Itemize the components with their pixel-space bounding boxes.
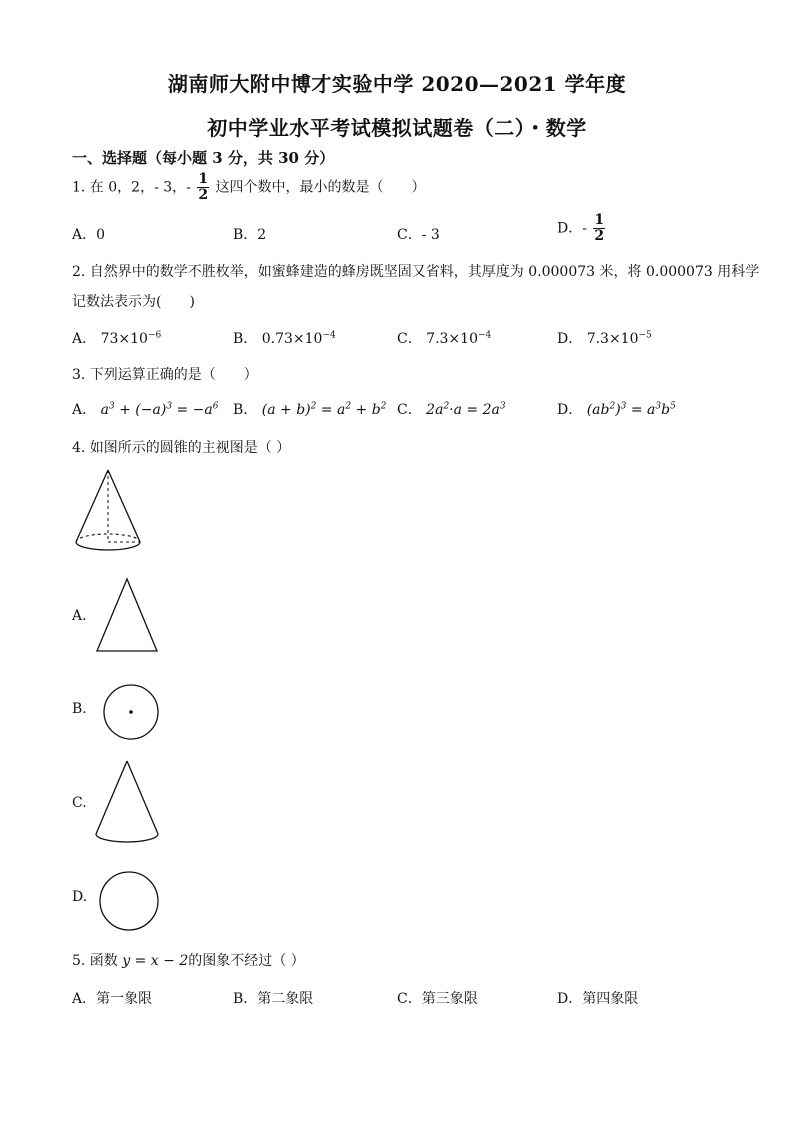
- q1-option-b: B．2: [233, 227, 267, 243]
- q2-option-c: [397, 328, 491, 348]
- q2-a-exp: −6: [147, 330, 162, 341]
- q4-cone-figure: [72, 466, 144, 554]
- exam-title-line1: 湖南师大附中博才实验中学 2020—2021 学年度: [167, 72, 627, 96]
- q1-option-c: C．- 3: [397, 227, 440, 243]
- q2-c-base: 7.3×10: [426, 331, 478, 347]
- section-heading: 一、选择题（每小题 3 分，共 30 分）: [72, 149, 335, 167]
- question-2-line2: 记数法表示为( ): [72, 294, 195, 310]
- q5-stem-pre: 5. 函数: [72, 953, 118, 969]
- q1-fraction: [197, 172, 209, 203]
- question-2-line1: 2. 自然界中的数学不胜枚举，如蜜蜂建造的蜂房既坚固又省料，其厚度为 0.000073 米，将 0.000073 用科学: [72, 264, 760, 280]
- q1-option-a: A．0: [72, 227, 106, 243]
- q1-option-d-sign: D．-: [557, 220, 587, 237]
- q4-option-a-triangle: [94, 576, 160, 654]
- q1-frac-den: 2: [198, 187, 209, 203]
- q3-c-formula: $2a^2\cdot a = 2a^3$: [426, 401, 506, 418]
- q2-option-b: [233, 328, 336, 348]
- q1-d-den: 2: [594, 228, 605, 244]
- q3-option-c: [397, 399, 506, 419]
- q3-option-a: [72, 399, 219, 419]
- q2-b-base: 0.73×10: [261, 331, 323, 347]
- q3-c-label: C．: [397, 402, 422, 418]
- question-1-stem: [72, 172, 426, 203]
- q2-option-d: [557, 328, 652, 348]
- q3-b-label: B．: [233, 402, 258, 418]
- q3-a-label: A．: [72, 402, 97, 418]
- q2-c-exp: −4: [477, 330, 492, 341]
- q3-option-b: [233, 399, 386, 419]
- question-4-stem: 4. 如图所示的圆锥的主视图是（ ）: [72, 440, 291, 456]
- q5-option-b: B．第二象限: [233, 991, 314, 1007]
- q4-option-c-label: C.: [72, 795, 87, 811]
- q4-option-c-cone: [92, 758, 162, 848]
- q4-option-b-circle-with-dot: [100, 681, 162, 743]
- q1-stem-pre: 1. 在 0，2，- 3，-: [72, 179, 191, 196]
- q2-a-base: 73×10: [100, 331, 148, 347]
- q5-function: y = x − 2: [122, 953, 189, 969]
- q2-d-base: 7.3×10: [586, 331, 639, 347]
- q4-option-d-label: D.: [72, 889, 88, 905]
- q2-c-label: C．: [397, 331, 422, 347]
- q2-b-exp: −4: [322, 330, 336, 341]
- q3-a-formula: $a^3 + (-a)^3 = -a^6$: [100, 401, 219, 418]
- q1-frac-num: 1: [198, 171, 209, 187]
- question-5-stem: [72, 950, 305, 970]
- q3-d-formula: $(ab^2)^3 = a^3b^5$: [586, 401, 676, 418]
- exam-title-line2: 初中学业水平考试模拟试题卷（二）・数学: [207, 116, 587, 140]
- q5-stem-post: 的图象不经过（ ）: [188, 953, 305, 969]
- q2-option-a: [72, 328, 161, 348]
- q5-option-c: C．第三象限: [397, 991, 478, 1007]
- q2-b-label: B．: [233, 331, 258, 347]
- q5-option-d: D．第四象限: [557, 991, 639, 1007]
- q4-option-a-label: A.: [72, 608, 87, 624]
- q3-d-label: D．: [557, 402, 583, 418]
- q4-option-b-label: B.: [72, 701, 87, 717]
- q3-b-formula: $(a + b)^2 = a^2 + b^2$: [261, 401, 387, 418]
- q1-option-d: [557, 213, 607, 244]
- q3-option-d: [557, 399, 676, 419]
- q2-d-exp: −5: [638, 330, 652, 341]
- q1-stem-post: 这四个数中，最小的数是（ ）: [215, 179, 426, 196]
- question-3-stem: 3. 下列运算正确的是（ ）: [72, 367, 258, 383]
- q1-d-num: 1: [594, 212, 605, 228]
- q5-option-a: A．第一象限: [72, 991, 153, 1007]
- q2-a-label: A．: [72, 331, 97, 347]
- q2-d-label: D．: [557, 331, 583, 347]
- q1-option-d-fraction: [593, 213, 605, 244]
- q4-option-d-circle: [96, 868, 162, 934]
